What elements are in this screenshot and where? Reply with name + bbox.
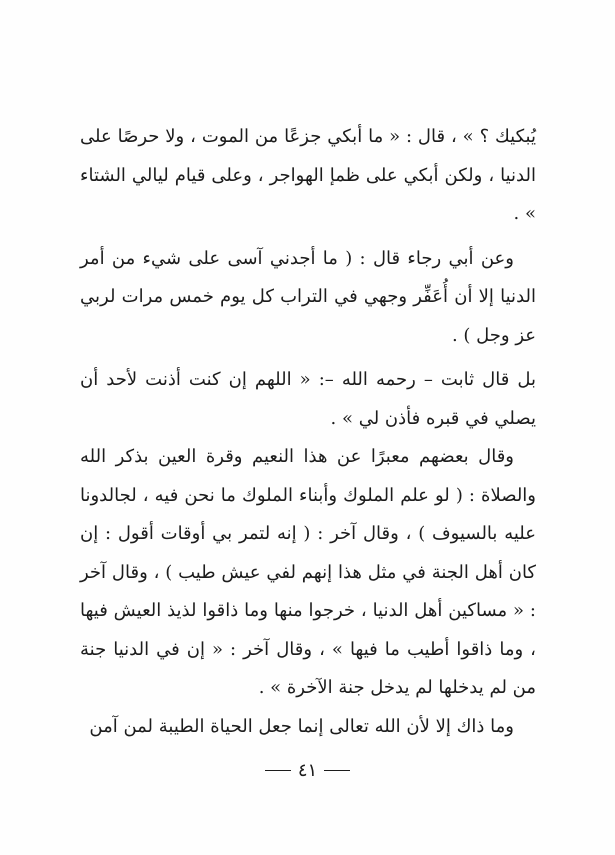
- footer-dash-left: [265, 770, 291, 772]
- paragraph: وما ذاك إلا لأن الله تعالى إنما جعل الحياة الطيبة لمن آمن: [89, 715, 514, 737]
- page-number: ٤١: [297, 760, 318, 781]
- paragraph: بل قال ثابت – رحمه الله –: « اللهم إن كنت أذنت لأحد أن يصلي في قبره فأذن لي » .: [80, 369, 536, 429]
- paragraph: يُبكيك ؟ » ، قال : « ما أبكي جزعًا من الموت ، ولا حرصًا على الدنيا ، ولكن أبكي على ظمإ الهواجر ، وعلى قيام ليالي الشتاء » .: [80, 126, 536, 224]
- paragraph: وعن أبي رجاء قال : ( ما أجدني آسى على شيء من أمر الدنيا إلا أن أُعَفِّر وجهي في التراب كل يوم خمس مرات لربي عز وجل ) .: [80, 247, 536, 346]
- paragraph: وقال بعضهم معبرًا عن هذا النعيم وقرة العين بذكر الله والصلاة : ( لو علم الملوك وأبناء الملوك ما نحن فيه ، لجالدونا عليه بالسيوف ) ، وقال آخر : ( إنه لتمر بي أوقات أقول : إن كان أهل الجنة في مثل هذا إنهم لفي عيش طيب ) ، وقال آخر : « مساكين أهل الدنيا ، خرجوا منها وما ذاقوا لذيذ العيش فيها ، وما ذاقوا أطيب ما فيها » ، وقال آخر : « إن في الدنيا جنة من لم يدخلها لم يدخل جنة الآخرة » .: [80, 446, 536, 698]
- body-text: [80, 118, 536, 746]
- page-footer: [0, 760, 615, 781]
- footer-dash-right: [324, 770, 350, 772]
